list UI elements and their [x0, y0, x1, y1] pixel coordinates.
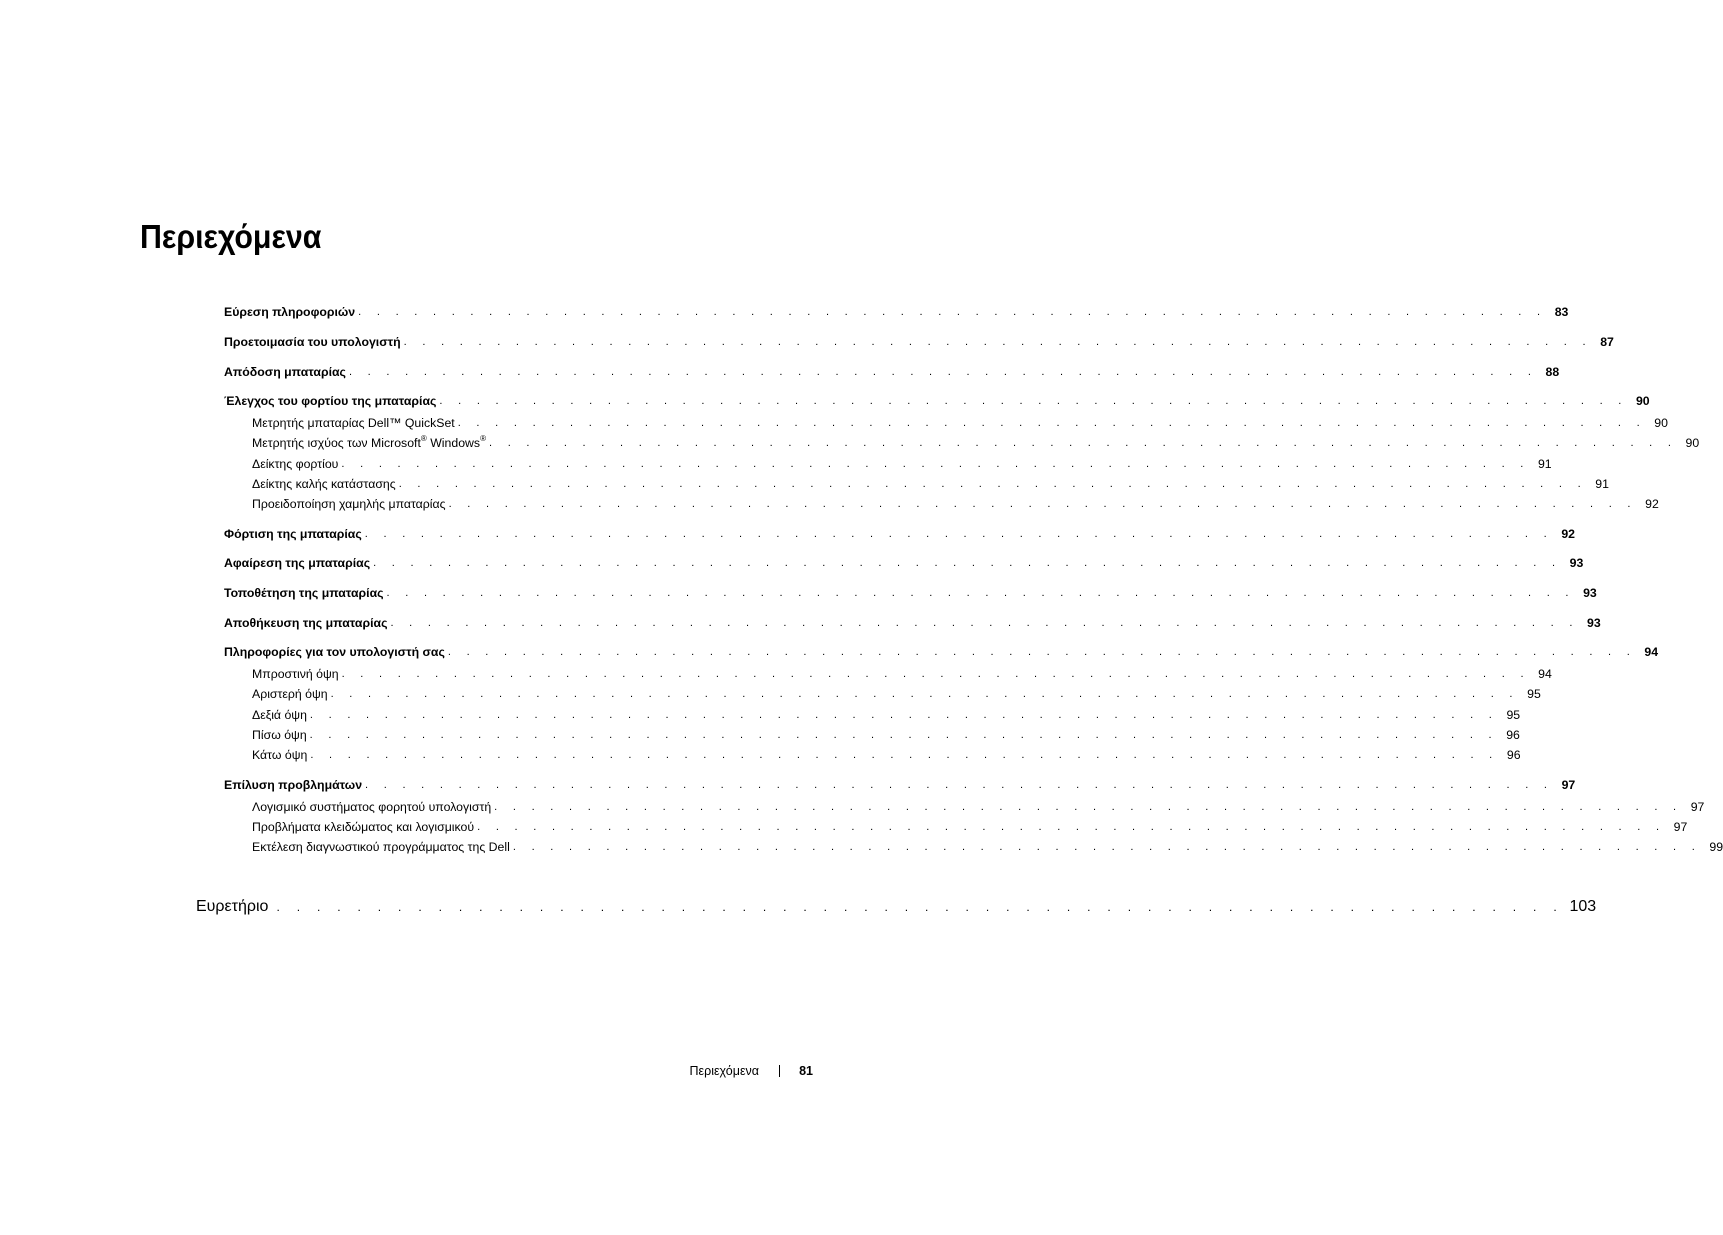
toc-entry-page: 95: [1506, 708, 1521, 722]
toc-entry-page: 83: [1554, 305, 1569, 319]
toc-entry-page: 93: [1587, 616, 1601, 630]
index-page: 103: [1569, 898, 1597, 915]
toc-entry-label: [252, 433, 486, 453]
toc-entry-page: 95: [1527, 687, 1541, 701]
toc-leader: . . . . . . . . . . . . . . . . . . . . . . . . . . . . . . . . . . . . . . . . . . . . . . . . . . . . . . . . . . . . . . . .: [310, 749, 1499, 761]
toc-entry-page: 92: [1645, 497, 1659, 511]
toc-entry-page: 93: [1569, 556, 1584, 570]
toc-entry-label: Εκτέλεση διαγνωστικού προγράμματος της Dell: [252, 840, 510, 854]
toc-entry-page: 94: [1644, 645, 1659, 659]
toc-subentry[interactable]: [252, 664, 1552, 684]
toc-subentry[interactable]: [252, 474, 1609, 494]
toc-entry[interactable]: [224, 613, 1601, 633]
toc-entry-label: Λογισμικό συστήματος φορητού υπολογιστή: [252, 800, 492, 814]
toc-entry-page: 96: [1506, 748, 1521, 762]
toc-entry-label: Έλεγχος του φορτίου της μπαταρίας: [224, 394, 437, 408]
toc-leader: . . . . . . . . . . . . . . . . . . . . . . . . . . . . . . . . . . . . . . . . . . . . . . . . . . . . . . . . . . . . . . . .: [403, 336, 1592, 348]
toc-entry-label: Πίσω όψη: [252, 728, 307, 742]
toc-entry-label: Επίλυση προβλημάτων: [224, 778, 363, 792]
toc-leader: . . . . . . . . . . . . . . . . . . . . . . . . . . . . . . . . . . . . . . . . . . . . . . . . . . . . . . . . . . . . . . . .: [348, 366, 1538, 378]
footer-divider: [779, 1065, 780, 1077]
toc-entry-page: 99: [1709, 840, 1723, 854]
toc-entry[interactable]: [224, 642, 1659, 662]
toc-leader: . . . . . . . . . . . . . . . . . . . . . . . . . . . . . . . . . . . . . . . . . . . . . . . . . . . . . . . . . . . . . . . .: [373, 557, 1562, 569]
toc-subentry[interactable]: [252, 725, 1520, 745]
toc-leader: . . . . . . . . . . . . . . . . . . . . . . . . . . . . . . . . . . . . . . . . . . . . . . . . . . . . . . . . . . . . . . . .: [358, 306, 1547, 318]
toc-index-entry[interactable]: [196, 895, 1597, 919]
toc-leader: . . . . . . . . . . . . . . . . . . . . . . . . . . . . . . . . . . . . . . . . . . . . . . . . . . . . . . . . . . . . . . . .: [365, 779, 1554, 791]
toc-subentry[interactable]: [252, 817, 1688, 837]
toc-entry-label: Κάτω όψη: [252, 748, 308, 762]
toc-subentry[interactable]: [252, 745, 1521, 765]
toc-entry[interactable]: [224, 391, 1650, 411]
toc-entry-page: 96: [1506, 728, 1520, 742]
index-label: Ευρετήριο: [196, 898, 269, 915]
toc-entry-label: Δείκτης φορτίου: [252, 457, 339, 471]
toc-entry[interactable]: [224, 553, 1584, 573]
toc-subentry[interactable]: [252, 494, 1659, 514]
toc-entry-label: Πληροφορίες για τον υπολογιστή σας: [224, 645, 445, 659]
toc-leader: . . . . . . . . . . . . . . . . . . . . . . . . . . . . . . . . . . . . . . . . . . . . . . . . . . . . . . . . . . . . . . . .: [330, 688, 1519, 700]
toc-entry-page: 97: [1690, 800, 1705, 814]
toc-entry-label: Προειδοποίηση χαμηλής μπαταρίας: [252, 497, 446, 511]
toc-entry-page: 92: [1561, 527, 1575, 541]
toc-entry-label: Αποθήκευση της μπαταρίας: [224, 616, 388, 630]
toc-subentry[interactable]: [252, 705, 1521, 725]
toc-leader: . . . . . . . . . . . . . . . . . . . . . . . . . . . . . . . . . . . . . . . . . . . . . . . . . . . . . . . . . . . . . . . .: [386, 587, 1575, 599]
page-title: Περιεχόμενα: [140, 218, 322, 255]
footer-page-number: 81: [799, 1064, 813, 1078]
toc-entry-label: Αφαίρεση της μπαταρίας: [224, 556, 371, 570]
toc-entry[interactable]: [224, 524, 1575, 544]
toc-subentry[interactable]: [252, 837, 1723, 857]
label-text-microsoft: Μετρητής ισχύος των Microsoft: [252, 436, 421, 450]
toc-entry-label: Μπροστινή όψη: [252, 667, 339, 681]
toc-leader: . . . . . . . . . . . . . . . . . . . . . . . . . . . . . . . . . . . . . . . . . . . . . . . . . . . . . . . . . . . . . . . .: [447, 646, 1637, 658]
toc-leader: . . . . . . . . . . . . . . . . . . . . . . . . . . . . . . . . . . . . . . . . . . . . . . . . . . . . . . . . . . . . . . . .: [489, 437, 1678, 449]
toc-entry-label: Προετοιμασία του υπολογιστή: [224, 335, 401, 349]
toc-entry-page: 90: [1635, 394, 1650, 408]
footer-title: Περιεχόμενα: [689, 1064, 759, 1078]
toc-leader: . . . . . . . . . . . . . . . . . . . . . . . . . . . . . . . . . . . . . . . . . . . . . . . . . . . . . . . . . . . . . . . .: [309, 729, 1498, 741]
toc-entry-label: Φόρτιση της μπαταρίας: [224, 527, 362, 541]
toc-entry-label: Δείκτης καλής κατάστασης: [252, 477, 396, 491]
toc-subentry[interactable]: [252, 413, 1668, 433]
registered-mark: ®: [480, 433, 486, 443]
toc-leader: . . . . . . . . . . . . . . . . . . . . . . . . . . . . . . . . . . . . . . . . . . . . . . . . . . . . . . . . . . . . . . . .: [457, 417, 1646, 429]
toc-entry[interactable]: [224, 362, 1560, 382]
toc-entry-label: Αριστερή όψη: [252, 687, 328, 701]
toc-entry-page: 97: [1561, 778, 1576, 792]
toc-leader: . . . . . . . . . . . . . . . . . . . . . . . . . . . . . . . . . . . . . . . . . . . . . . . . . . . . . . . . . . . . . . . .: [494, 801, 1683, 813]
toc-leader: . . . . . . . . . . . . . . . . . . . . . . . . . . . . . . . . . . . . . . . . . . . . . . . . . . . . . . . . . . . . . . . .: [341, 668, 1530, 680]
toc-subentry[interactable]: [252, 797, 1705, 817]
toc-leader: . . . . . . . . . . . . . . . . . . . . . . . . . . . . . . . . . . . . . . . . . . . . . . . . . . . . . . . . . . . . . . . .: [477, 821, 1666, 833]
toc-entry[interactable]: [224, 775, 1576, 795]
toc-leader: . . . . . . . . . . . . . . . . . . . . . . . . . . . . . . . . . . . . . . . . . . . . . . . . . . . . . . . . . . . . . . . .: [276, 900, 1564, 914]
toc-entry-page: 91: [1595, 477, 1609, 491]
toc-subentry[interactable]: [252, 684, 1541, 704]
toc-entry[interactable]: [224, 583, 1597, 603]
toc-leader: . . . . . . . . . . . . . . . . . . . . . . . . . . . . . . . . . . . . . . . . . . . . . . . . . . . . . . . . . . . . . . . .: [398, 478, 1587, 490]
toc-entry[interactable]: [224, 332, 1614, 352]
toc-subentry[interactable]: [252, 433, 1700, 453]
label-text-windows: Windows: [426, 436, 481, 450]
toc-entry-label: Μετρητής μπαταρίας Dell™ QuickSet: [252, 416, 455, 430]
toc-leader: . . . . . . . . . . . . . . . . . . . . . . . . . . . . . . . . . . . . . . . . . . . . . . . . . . . . . . . . . . . . . . . .: [390, 617, 1579, 629]
toc-entry-label: Τοποθέτηση της μπαταρίας: [224, 586, 384, 600]
toc-subentry[interactable]: [252, 454, 1552, 474]
toc-leader: . . . . . . . . . . . . . . . . . . . . . . . . . . . . . . . . . . . . . . . . . . . . . . . . . . . . . . . . . . . . . . . .: [439, 395, 1628, 407]
toc-leader: . . . . . . . . . . . . . . . . . . . . . . . . . . . . . . . . . . . . . . . . . . . . . . . . . . . . . . . . . . . . . . . .: [309, 709, 1499, 721]
toc-entry-page: 94: [1538, 667, 1552, 681]
toc-entry-page: 90: [1654, 416, 1668, 430]
toc-entry-label: Δεξιά όψη: [252, 708, 307, 722]
toc-entry-label: Προβλήματα κλειδώματος και λογισμικού: [252, 820, 475, 834]
toc-entry-label: Απόδοση μπαταρίας: [224, 365, 346, 379]
toc-entry-page: 87: [1600, 335, 1614, 349]
toc-entry-page: 90: [1685, 436, 1700, 450]
toc-entry[interactable]: [224, 302, 1569, 322]
registered-mark: ®: [420, 433, 427, 443]
toc-entry-page: 97: [1673, 820, 1688, 834]
toc-entry-page: 88: [1545, 365, 1560, 379]
toc-leader: . . . . . . . . . . . . . . . . . . . . . . . . . . . . . . . . . . . . . . . . . . . . . . . . . . . . . . . . . . . . . . . .: [341, 458, 1530, 470]
page-footer: [600, 1061, 813, 1081]
toc-leader: . . . . . . . . . . . . . . . . . . . . . . . . . . . . . . . . . . . . . . . . . . . . . . . . . . . . . . . . . . . . . . . .: [512, 841, 1702, 853]
toc-entry-label: Εύρεση πληροφοριών: [224, 305, 356, 319]
toc-entry-page: 91: [1537, 457, 1552, 471]
toc-leader: . . . . . . . . . . . . . . . . . . . . . . . . . . . . . . . . . . . . . . . . . . . . . . . . . . . . . . . . . . . . . . . .: [364, 528, 1553, 540]
toc-leader: . . . . . . . . . . . . . . . . . . . . . . . . . . . . . . . . . . . . . . . . . . . . . . . . . . . . . . . . . . . . . . . .: [448, 498, 1637, 510]
toc-entry-page: 93: [1583, 586, 1597, 600]
